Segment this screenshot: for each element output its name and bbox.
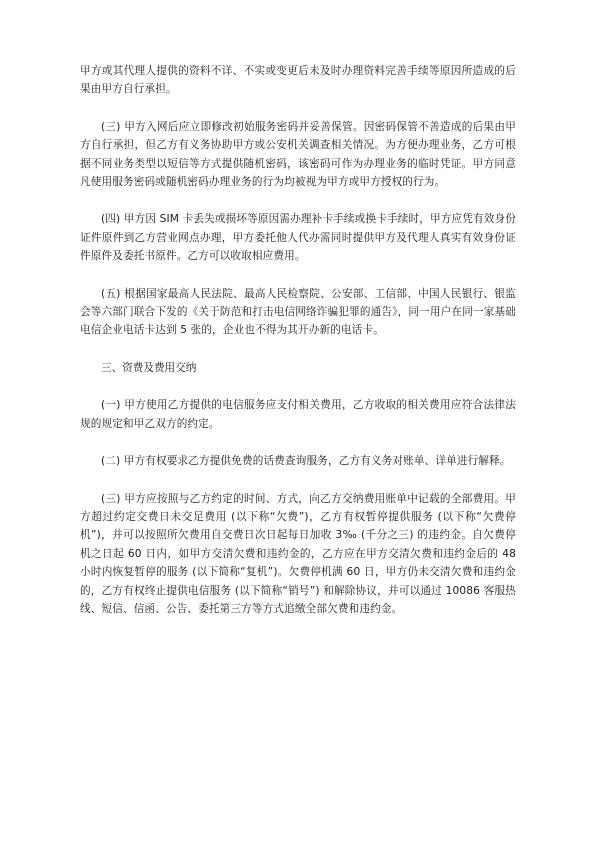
- paragraph-clause-3-password: (三) 甲方入网后应立即修改初始服务密码并妥善保管。因密码保管不善造成的后果由甲方自行承担，但乙方有义务协助甲方或公安机关调查相关情况。为方便办理业务，乙方可根据不同业务类型以短信等方式提供随机密码，该密码可作为办理业务的临时凭证。甲方同意凡使用服务密码或随机密码办理业务的行为均被视为甲方或甲方授权的行为。: [80, 120, 516, 189]
- paragraph-fees-clause-2: (二) 甲方有权要求乙方提供免费的话费查询服务，乙方有义务对账单、详单进行解释。: [101, 455, 511, 468]
- section-heading-fees: 三、资费及费用交纳: [101, 361, 197, 374]
- paragraph-clause-4-sim-card: (四) 甲方因 SIM 卡丢失或损坏等原因需办理补卡手续或换卡手续时，甲方应凭有效身份证件原件到乙方营业网点办理，甲方委托他人代办需同时提供甲方及代理人真实有效身份证件原件及委托书原件。乙方可以收取相应费用。: [80, 213, 516, 263]
- paragraph-fees-clause-1: (一) 甲方使用乙方提供的电信服务应支付相关费用，乙方收取的相关费用应符合法律法规的规定和甲乙双方的约定。: [80, 399, 516, 430]
- document-body: [80, 62, 516, 637]
- paragraph-clause-5-fraud-notice: (五) 根据国家最高人民法院、最高人民检察院、公安部、工信部、中国人民银行、银监会等六部门联合下发的《关于防范和打击电信网络诈骗犯罪的通告》，同一用户在同一家基础电信企业电话卡达到 5 张的，企业也不得为其开办新的电话卡。: [80, 287, 516, 337]
- paragraph-fees-clause-3: (三) 甲方应按照与乙方约定的时间、方式，向乙方交纳费用账单中记载的全部费用。甲方超过约定交费日未交足费用 (以下称“欠费”)，乙方有权暂停提供服务 (以下称“欠费停机”)，并可以按照所欠费用自交费日次日起每日加收 3‰ (千分之三) 的违约金。自欠费停机之日起 60 日内，如甲方交清欠费和违约金的，乙方应在甲方交清欠费和违约金后的 48 小时内恢复暂停的服务 (以下简称“复机”)。欠费停机满 60 日，甲方仍未交清欠费和违约金的，乙方有权终止提供电信服务 (以下简称“销号”) 和解除协议，并可以通过 10086 客服热线、短信、信函、公告、委托第三方等方式追缴全部欠费和违约金。: [80, 492, 516, 615]
- paragraph-continuation: 甲方或其代理人提供的资料不详、不实或变更后未及时办理资料完善手续等原因所造成的后果由甲方自行承担。: [80, 65, 516, 96]
